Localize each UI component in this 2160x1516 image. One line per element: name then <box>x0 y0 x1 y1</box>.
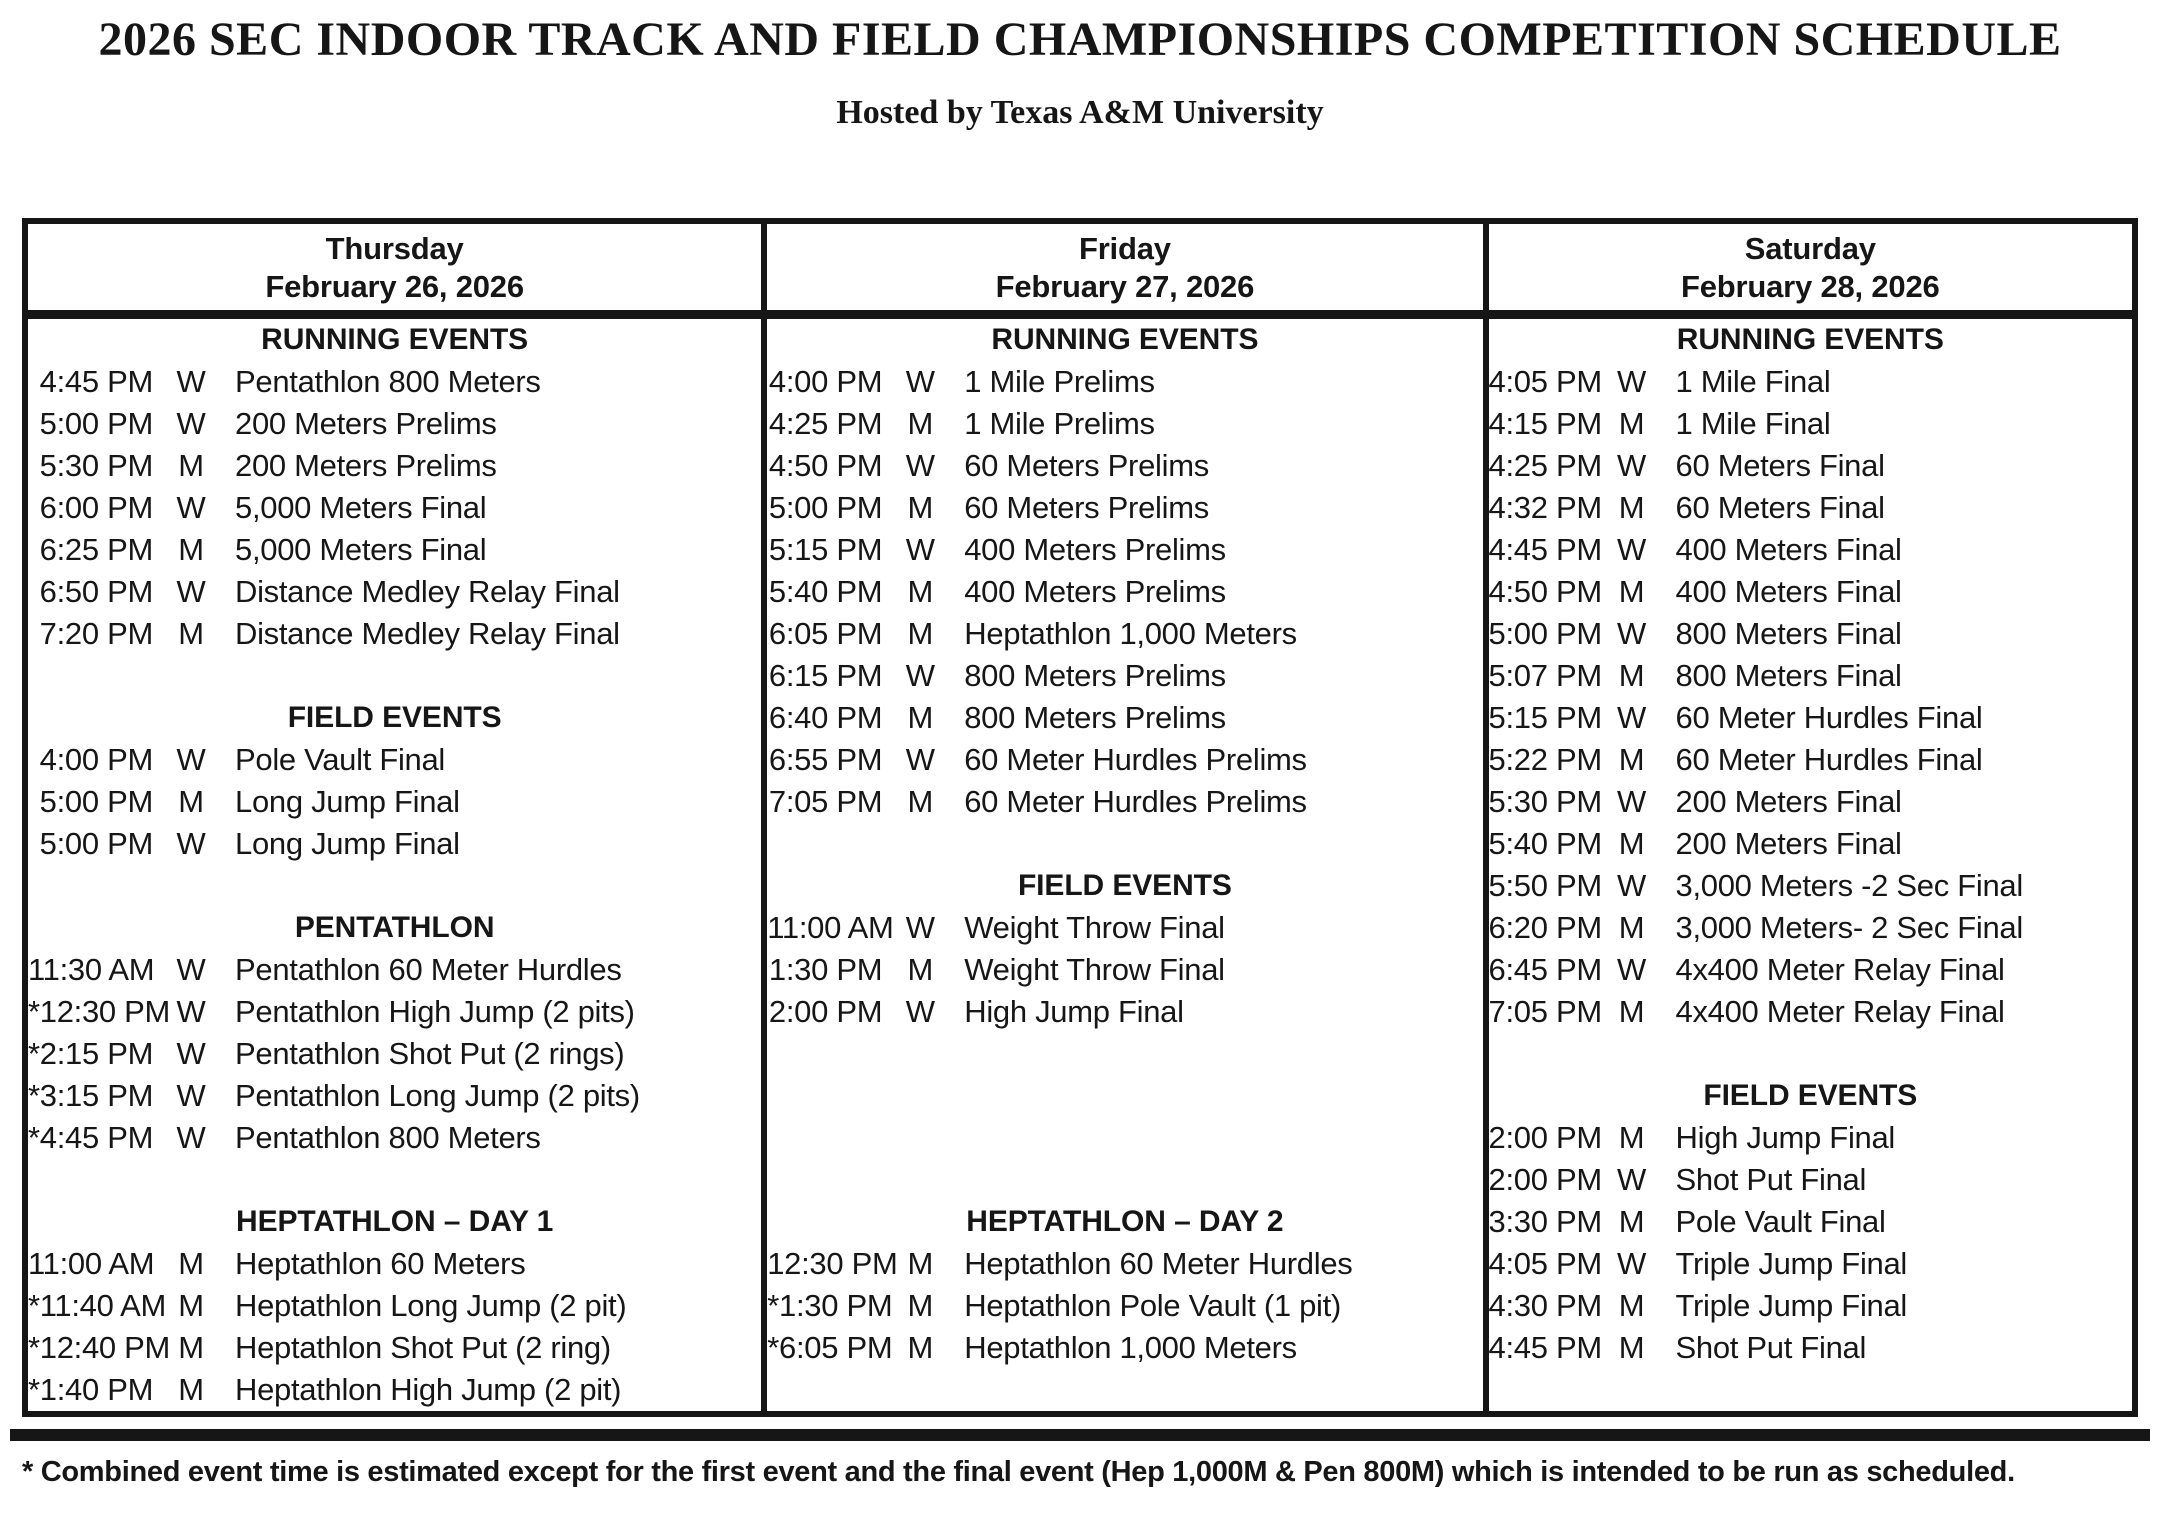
event-gender: W <box>905 993 935 1029</box>
event-name: High Jump Final <box>1675 1119 1895 1155</box>
event-gender: M <box>1618 573 1645 609</box>
event-gender: M <box>1618 657 1645 693</box>
event-name: Shot Put Final <box>1675 1329 1867 1365</box>
event-gender: M <box>178 447 204 483</box>
event-name: 200 Meters Prelims <box>235 447 497 483</box>
schedule-table <box>22 218 2138 1417</box>
event-name: 1 Mile Final <box>1675 363 1831 399</box>
event-gender: M <box>1618 1329 1645 1365</box>
event-name: Pentathlon 60 Meter Hurdles <box>235 951 622 987</box>
event-row <box>28 1327 761 1369</box>
event-name: Heptathlon Shot Put (2 ring) <box>235 1329 611 1365</box>
event-row <box>28 1285 761 1327</box>
event-name: Distance Medley Relay Final <box>235 615 620 651</box>
event-row <box>28 1243 761 1285</box>
event-gender: W <box>905 447 935 483</box>
event-name: 4x400 Meter Relay Final <box>1675 993 2005 1029</box>
event-gender: M <box>907 951 933 987</box>
event-gender: W <box>1617 783 1646 819</box>
page-title: 2026 SEC INDOOR TRACK AND FIELD CHAMPIONSHIPS COMPETITION SCHEDULE <box>98 13 2062 66</box>
event-gender: W <box>1617 1245 1646 1281</box>
event-name: Heptathlon Long Jump (2 pit) <box>235 1287 627 1323</box>
event-gender: W <box>1617 363 1646 399</box>
event-name: 400 Meters Prelims <box>964 573 1226 609</box>
event-row <box>28 487 761 529</box>
event-gender: M <box>1618 405 1645 441</box>
event-time: 6:55 PM <box>768 741 883 777</box>
event-time: 5:30 PM <box>39 447 153 483</box>
day-name: Friday <box>1078 230 1171 266</box>
day-column <box>1489 319 2132 1411</box>
event-name: Pole Vault Final <box>1675 1203 1886 1239</box>
section-heading: PENTATHLON <box>294 910 495 944</box>
event-row <box>1489 529 2132 571</box>
event-row <box>767 697 1482 739</box>
event-gender: M <box>907 1245 933 1281</box>
event-gender: M <box>1618 741 1645 777</box>
event-gender: M <box>1618 1119 1645 1155</box>
event-gender: W <box>176 489 206 525</box>
event-time: 2:00 PM <box>1488 1161 1602 1197</box>
section-heading: RUNNING EVENTS <box>1676 322 1944 356</box>
event-time: *4:45 PM <box>28 1119 154 1155</box>
event-name: 5,000 Meters Final <box>235 489 487 525</box>
event-time: 11:00 AM <box>767 909 894 945</box>
event-time: *12:40 PM <box>28 1329 171 1365</box>
event-row <box>28 1117 761 1159</box>
event-name: 1 Mile Prelims <box>964 363 1155 399</box>
event-row <box>767 529 1482 571</box>
schedule-table-wrap <box>22 218 2138 1441</box>
spacer-line <box>767 1159 1482 1201</box>
event-row <box>28 403 761 445</box>
day-column <box>767 319 1488 1411</box>
event-name: 60 Meters Final <box>1675 447 1885 483</box>
event-row <box>28 571 761 613</box>
spacer-line <box>767 1369 1482 1411</box>
event-row <box>1489 1327 2132 1369</box>
event-time: *1:30 PM <box>767 1287 893 1323</box>
event-row <box>1489 949 2132 991</box>
event-row <box>1489 865 2132 907</box>
event-row <box>28 613 761 655</box>
footnote: * Combined event time is estimated except for the first event and the final event (Hep 1,000M & Pen 800M) which is intended to be run as scheduled. <box>22 1455 2015 1488</box>
event-gender: M <box>907 1287 933 1323</box>
event-row <box>767 1243 1482 1285</box>
event-time: 12:30 PM <box>767 1245 898 1281</box>
event-row <box>767 403 1482 445</box>
event-time: 7:05 PM <box>768 783 883 819</box>
event-name: Shot Put Final <box>1675 1161 1867 1197</box>
event-gender: W <box>176 993 206 1029</box>
spacer-line <box>767 823 1482 865</box>
event-gender: M <box>178 1245 204 1281</box>
event-gender: M <box>1618 1287 1645 1323</box>
day-name: Thursday <box>325 230 464 266</box>
event-gender: W <box>905 531 935 567</box>
section-heading: HEPTATHLON – DAY 2 <box>966 1204 1284 1238</box>
event-gender: W <box>176 1035 206 1071</box>
event-gender: W <box>905 363 935 399</box>
event-name: 60 Meter Hurdles Final <box>1675 699 1983 735</box>
event-row <box>1489 1201 2132 1243</box>
event-time: 4:15 PM <box>1488 405 1602 441</box>
event-gender: W <box>905 657 935 693</box>
event-gender: W <box>1617 447 1646 483</box>
event-time: 4:05 PM <box>1488 1245 1602 1281</box>
event-row <box>1489 739 2132 781</box>
event-row <box>767 781 1482 823</box>
event-name: Heptathlon 1,000 Meters <box>964 1329 1297 1365</box>
event-row <box>1489 361 2132 403</box>
event-name: 60 Meters Final <box>1675 489 1885 525</box>
event-gender: W <box>176 405 206 441</box>
spacer-line <box>767 1075 1482 1117</box>
day-name: Saturday <box>1744 230 1876 266</box>
event-gender: W <box>1617 867 1646 903</box>
event-name: 200 Meters Final <box>1675 825 1902 861</box>
event-name: Triple Jump Final <box>1675 1245 1908 1281</box>
event-name: 800 Meters Prelims <box>964 657 1226 693</box>
schedule-document <box>0 14 2160 1516</box>
event-row <box>1489 697 2132 739</box>
event-row <box>28 823 761 865</box>
event-row <box>767 613 1482 655</box>
event-time: 6:40 PM <box>768 699 883 735</box>
event-time: 3:30 PM <box>1488 1203 1602 1239</box>
event-name: Pentathlon Shot Put (2 rings) <box>235 1035 625 1071</box>
event-time: 6:50 PM <box>39 573 153 609</box>
event-row <box>28 1369 761 1411</box>
event-name: 200 Meters Prelims <box>235 405 497 441</box>
event-row <box>1489 571 2132 613</box>
event-name: 800 Meters Final <box>1675 615 1902 651</box>
event-name: 60 Meters Prelims <box>964 489 1209 525</box>
event-name: Pentathlon High Jump (2 pits) <box>235 993 635 1029</box>
event-row <box>1489 403 2132 445</box>
event-name: Pentathlon 800 Meters <box>235 363 541 399</box>
event-gender: M <box>178 615 204 651</box>
event-time: 4:25 PM <box>1488 447 1602 483</box>
event-row <box>1489 1243 2132 1285</box>
spacer-line <box>28 655 761 697</box>
event-name: Distance Medley Relay Final <box>235 573 620 609</box>
event-time: 5:15 PM <box>1488 699 1602 735</box>
event-time: 6:20 PM <box>1488 909 1602 945</box>
event-gender: M <box>1618 909 1645 945</box>
event-time: 5:00 PM <box>39 783 153 819</box>
spacer-line <box>767 1117 1482 1159</box>
event-gender: M <box>907 615 933 651</box>
event-row <box>1489 487 2132 529</box>
event-name: High Jump Final <box>964 993 1184 1029</box>
event-time: 2:00 PM <box>768 993 883 1029</box>
bottom-rule <box>10 1429 2150 1441</box>
event-name: Long Jump Final <box>235 783 460 819</box>
day-column <box>28 319 767 1411</box>
event-name: Long Jump Final <box>235 825 460 861</box>
event-name: Pentathlon 800 Meters <box>235 1119 541 1155</box>
event-row <box>1489 613 2132 655</box>
event-time: *12:30 PM <box>28 993 171 1029</box>
event-time: 5:40 PM <box>768 573 883 609</box>
event-gender: W <box>1617 1161 1646 1197</box>
event-name: 800 Meters Prelims <box>964 699 1226 735</box>
event-name: Pole Vault Final <box>235 741 446 777</box>
event-row <box>767 571 1482 613</box>
day-date: February 27, 2026 <box>995 268 1255 304</box>
event-time: 5:00 PM <box>768 489 883 525</box>
day-date: February 26, 2026 <box>265 268 524 304</box>
page-subtitle: Hosted by Texas A&M University <box>836 93 1324 131</box>
event-name: 400 Meters Final <box>1675 531 1902 567</box>
event-name: Heptathlon Pole Vault (1 pit) <box>964 1287 1341 1323</box>
event-gender: M <box>178 531 204 567</box>
event-gender: M <box>907 1329 933 1365</box>
day-header <box>1489 224 2132 319</box>
event-time: 4:30 PM <box>1488 1287 1602 1323</box>
event-time: *11:40 AM <box>28 1287 167 1323</box>
event-time: 1:30 PM <box>768 951 883 987</box>
event-gender: W <box>905 909 935 945</box>
event-time: 5:40 PM <box>1488 825 1602 861</box>
event-name: Heptathlon 1,000 Meters <box>964 615 1297 651</box>
event-gender: M <box>907 699 933 735</box>
event-row <box>767 991 1482 1033</box>
event-row <box>767 487 1482 529</box>
event-gender: M <box>907 405 933 441</box>
section-heading: FIELD EVENTS <box>1017 868 1232 902</box>
event-time: *3:15 PM <box>28 1077 154 1113</box>
event-gender: M <box>178 1287 204 1323</box>
event-gender: M <box>178 783 204 819</box>
event-name: Weight Throw Final <box>964 951 1225 987</box>
event-name: 3,000 Meters- 2 Sec Final <box>1675 909 2023 945</box>
event-row <box>767 1285 1482 1327</box>
event-time: 4:45 PM <box>1488 531 1602 567</box>
section-heading: FIELD EVENTS <box>1703 1078 1918 1112</box>
event-name: 1 Mile Prelims <box>964 405 1155 441</box>
event-name: 3,000 Meters -2 Sec Final <box>1675 867 2023 903</box>
event-time: 4:50 PM <box>768 447 883 483</box>
event-row <box>1489 907 2132 949</box>
event-name: 200 Meters Final <box>1675 783 1902 819</box>
event-time: 4:32 PM <box>1488 489 1602 525</box>
event-row <box>767 949 1482 991</box>
day-date: February 28, 2026 <box>1680 268 1940 304</box>
event-time: 6:15 PM <box>768 657 883 693</box>
event-gender: M <box>1618 489 1645 525</box>
section-heading: HEPTATHLON – DAY 1 <box>236 1204 554 1238</box>
event-time: 11:00 AM <box>28 1245 155 1281</box>
event-row <box>767 361 1482 403</box>
event-time: 4:25 PM <box>768 405 883 441</box>
event-gender: W <box>176 573 206 609</box>
event-gender: W <box>176 363 206 399</box>
event-time: *6:05 PM <box>767 1329 893 1365</box>
event-name: 60 Meters Prelims <box>964 447 1209 483</box>
event-time: 4:05 PM <box>1488 363 1602 399</box>
event-row <box>28 529 761 571</box>
event-row <box>767 445 1482 487</box>
event-row <box>28 1075 761 1117</box>
event-time: 5:07 PM <box>1488 657 1602 693</box>
event-time: *1:40 PM <box>28 1371 154 1407</box>
event-gender: W <box>176 825 206 861</box>
event-name: 4x400 Meter Relay Final <box>1675 951 2005 987</box>
event-gender: W <box>176 951 206 987</box>
event-gender: M <box>178 1329 204 1365</box>
event-time: 7:20 PM <box>39 615 153 651</box>
event-row <box>767 1327 1482 1369</box>
event-time: 5:30 PM <box>1488 783 1602 819</box>
event-name: Heptathlon High Jump (2 pit) <box>235 1371 622 1407</box>
event-row <box>1489 781 2132 823</box>
event-row <box>767 907 1482 949</box>
spacer-line <box>1489 1033 2132 1075</box>
event-name: 1 Mile Final <box>1675 405 1831 441</box>
event-time: 4:45 PM <box>1488 1329 1602 1365</box>
event-row <box>767 655 1482 697</box>
event-row <box>1489 445 2132 487</box>
event-time: 6:05 PM <box>768 615 883 651</box>
event-row <box>28 781 761 823</box>
event-gender: W <box>176 1077 206 1113</box>
event-name: 60 Meter Hurdles Prelims <box>964 783 1307 819</box>
event-time: 6:00 PM <box>39 489 153 525</box>
event-row <box>1489 1117 2132 1159</box>
event-name: 5,000 Meters Final <box>235 531 487 567</box>
section-heading: RUNNING EVENTS <box>991 322 1259 356</box>
event-time: 7:05 PM <box>1488 993 1602 1029</box>
event-name: Pentathlon Long Jump (2 pits) <box>235 1077 640 1113</box>
event-row <box>28 739 761 781</box>
event-row <box>28 361 761 403</box>
event-gender: W <box>1617 699 1646 735</box>
event-time: 4:00 PM <box>39 741 153 777</box>
event-row <box>28 991 761 1033</box>
event-row <box>28 949 761 991</box>
event-time: 5:15 PM <box>768 531 883 567</box>
event-name: Heptathlon 60 Meters <box>235 1245 526 1281</box>
event-row <box>767 739 1482 781</box>
event-name: Weight Throw Final <box>964 909 1225 945</box>
event-gender: M <box>1618 993 1645 1029</box>
spacer-line <box>28 1159 761 1201</box>
spacer-line <box>1489 1369 2132 1411</box>
event-gender: W <box>176 1119 206 1155</box>
event-gender: M <box>178 1371 204 1407</box>
section-heading: RUNNING EVENTS <box>261 322 529 356</box>
event-gender: M <box>907 783 933 819</box>
event-time: 4:00 PM <box>768 363 883 399</box>
event-time: 4:45 PM <box>39 363 153 399</box>
event-time: 5:50 PM <box>1488 867 1602 903</box>
event-name: 60 Meter Hurdles Final <box>1675 741 1983 777</box>
event-time: 5:00 PM <box>1488 615 1602 651</box>
event-row <box>1489 655 2132 697</box>
event-time: 5:00 PM <box>39 405 153 441</box>
event-time: 2:00 PM <box>1488 1119 1602 1155</box>
event-gender: W <box>176 741 206 777</box>
event-row <box>28 1033 761 1075</box>
event-row <box>1489 991 2132 1033</box>
spacer-line <box>767 1033 1482 1075</box>
event-row <box>1489 1285 2132 1327</box>
event-name: Heptathlon 60 Meter Hurdles <box>964 1245 1353 1281</box>
event-time: 6:25 PM <box>39 531 153 567</box>
day-header <box>28 224 767 319</box>
event-time: 6:45 PM <box>1488 951 1602 987</box>
event-time: 4:50 PM <box>1488 573 1602 609</box>
section-heading: FIELD EVENTS <box>287 700 502 734</box>
event-gender: M <box>907 573 933 609</box>
event-time: 5:22 PM <box>1488 741 1602 777</box>
event-gender: M <box>1618 1203 1645 1239</box>
event-gender: W <box>1617 951 1646 987</box>
event-name: 400 Meters Final <box>1675 573 1902 609</box>
event-gender: W <box>1617 531 1646 567</box>
spacer-line <box>28 865 761 907</box>
event-time: 11:30 AM <box>28 951 155 987</box>
event-row <box>1489 1159 2132 1201</box>
event-gender: M <box>907 489 933 525</box>
event-name: 400 Meters Prelims <box>964 531 1226 567</box>
event-name: 800 Meters Final <box>1675 657 1902 693</box>
event-gender: W <box>1617 615 1646 651</box>
event-row <box>28 445 761 487</box>
event-name: Triple Jump Final <box>1675 1287 1908 1323</box>
event-time: 5:00 PM <box>39 825 153 861</box>
event-gender: M <box>1618 825 1645 861</box>
event-name: 60 Meter Hurdles Prelims <box>964 741 1307 777</box>
event-gender: W <box>905 741 935 777</box>
event-time: *2:15 PM <box>28 1035 154 1071</box>
day-header <box>767 224 1488 319</box>
event-row <box>1489 823 2132 865</box>
